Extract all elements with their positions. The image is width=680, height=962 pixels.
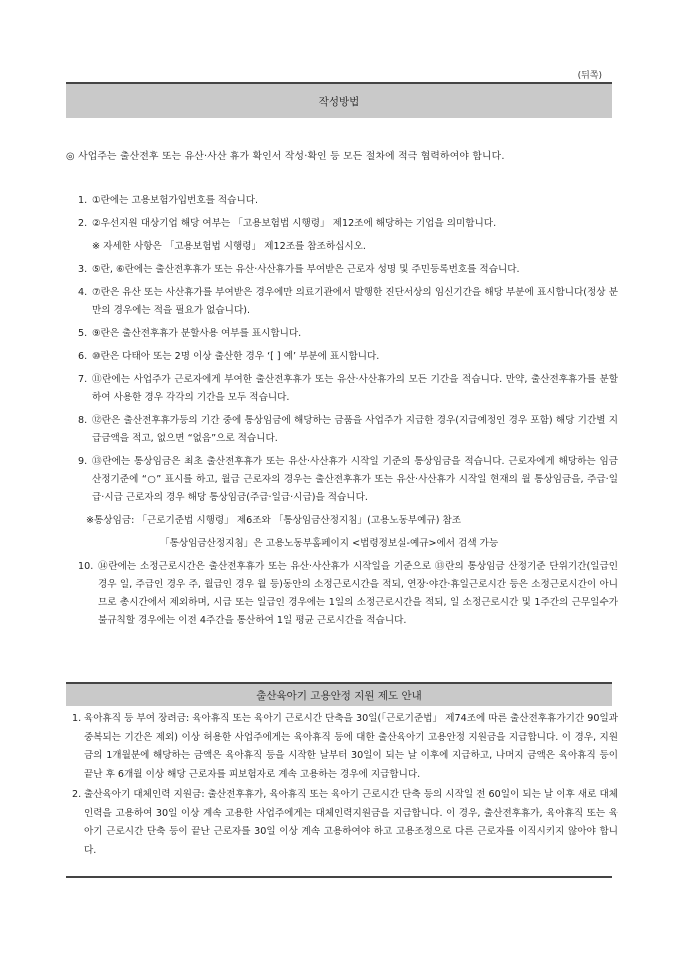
list-item xyxy=(78,261,618,279)
note-text: ※통상임금: 「근로기준법 시행령」 제6조와 「통상임금산정지침」(고용노동부예규) 참조 xyxy=(86,515,462,526)
item-text: ⑪란에는 사업주가 근로자에게 부여한 출산전후휴가 또는 유산·사산휴가의 모든 기간을 적습니다. 만약, 출산전후휴가를 분할하여 사용한 경우 각각의 기간을 모두 적습니다. xyxy=(92,374,618,403)
support-title: 출산육아기 고용안정 지원 제도 안내 xyxy=(256,689,422,702)
item-text: ⑭란에는 소정근로시간은 출산전후휴가 또는 유산·사산휴가 시작일을 기준으로 ⑬란의 통상임금 산정기준 단위기간(일급인 경우 일, 주급인 경우 주, 월급인 경우 월 등)동안의 소정근로시간을 적되, 연장·야간·휴일근로시간 등은 소정근로시간이 아니므로 총시간에서 제외하며, 시급 또는 일급인 경우에는 1일의 소정근로시간을 적되, 일 소정근로시간 및 1주간의 근무일수가 불규칙할 경우에는 이전 4주간을 통산하여 1일 평균 근로시간을 적습니다. xyxy=(98,561,618,626)
list-item xyxy=(72,710,618,784)
note-text: ※ 자세한 사항은 「고용보험법 시행령」 제12조를 참조하십시오. xyxy=(92,241,366,252)
item-text: 출산육아기 대체인력 지원금: 출산전후휴가, 육아휴직 또는 육아기 근로시간 단축 등의 시작일 전 60일이 되는 날 이후 새로 대체인력을 고용하여 30일 이상 계속 고용한 사업주에게는 대체인력지원금을 지급합니다. 이 경우, 출산전후휴가, 육아휴직 또는 육아기 근로시간 단축 등이 끝난 근로자를 30일 이상 계속 고용하여야 하고 고용조정으로 다른 근로자를 이직시키지 않아야 합니다. xyxy=(84,789,618,856)
item-number: 1. xyxy=(78,195,88,206)
list-item xyxy=(78,215,618,233)
item-text: ⑩란은 다태아 또는 2명 이상 출산한 경우 ‘[ ] 예’ 부분에 표시합니다. xyxy=(92,351,380,362)
item-number: 5. xyxy=(78,328,88,339)
list-item xyxy=(78,453,618,507)
bottom-rule xyxy=(66,876,612,878)
page-side-label: (뒤쪽) xyxy=(577,71,602,81)
item-text: 육아휴직 등 부여 장려금: 육아휴직 또는 육아기 근로시간 단축을 30일(「근로기준법」 제74조에 따른 출산전후휴가기간 90일과 중복되는 기간은 제외) 이상 허용한 사업주에게는 육아휴직 등에 대한 출산육아기 고용안정 지원금을 지급합니다. 이 경우, 지원금의 1개월분에 해당하는 금액은 육아휴직 등을 시작한 날부터 30일이 되는 날 이후에 지급하고, 나머지 금액은 육아휴직 등이 끝난 후 6개월 이상 해당 근로자를 피보험자로 계속 고용하는 경우에 지급합니다. xyxy=(84,713,618,780)
item-number: 4. xyxy=(78,287,88,298)
guide-header xyxy=(66,84,612,118)
item-number: 8. xyxy=(78,415,88,426)
item-number: 9. xyxy=(78,456,88,467)
item-text: ⑨란은 출산전후휴가 분할사용 여부를 표시합니다. xyxy=(92,328,302,339)
list-item xyxy=(78,348,618,366)
list-item xyxy=(78,371,618,407)
item-text: ⑤란, ⑥란에는 출산전후휴가 또는 유산·사산휴가를 부여받은 근로자 성명 및 주민등록번호를 적습니다. xyxy=(92,264,520,275)
list-item xyxy=(78,284,618,320)
list-item xyxy=(78,325,618,343)
note-text: 「통상임금산정지침」은 고용노동부홈페이지 <법령정보실-예규>에서 검색 가능 xyxy=(160,538,499,549)
item-number: 6. xyxy=(78,351,88,362)
item-number: 2. xyxy=(72,789,82,800)
item-text: ⑦란은 유산 또는 사산휴가를 부여받은 경우에만 의료기관에서 발행한 진단서상의 임신기간을 해당 부분에 표시합니다(정상 분만의 경우에는 적을 필요가 없습니다). xyxy=(92,287,618,316)
list-item xyxy=(78,192,618,210)
item-text: ⑬란에는 통상임금은 최초 출산전후휴가 또는 유산·사산휴가 시작일 기준의 통상임금을 적습니다. 근로자에게 해당하는 임금 산정기준에 “○” 표시를 하고, 월급 근로자의 경우는 출산전후휴가 또는 유산·사산휴가 시작일 현재의 월 통상임금을, 주급·일급·시급 근로자의 경우 해당 통상임금(주급·일급·시급)을 적습니다. xyxy=(92,456,618,503)
instruction-list xyxy=(78,192,618,635)
support-list xyxy=(72,710,618,862)
item-text: ⑫란은 출산전후휴가등의 기간 중에 통상임금에 해당하는 금품을 사업주가 지급한 경우(지급예정인 경우 포함) 해당 기간별 지급금액을 적고, 없으면 “없음”으로 적습니다. xyxy=(92,415,618,444)
list-item xyxy=(78,558,618,630)
guide-title: 작성방법 xyxy=(318,95,360,108)
support-header xyxy=(66,684,612,706)
list-item xyxy=(78,412,618,448)
item-number: 3. xyxy=(78,264,88,275)
item-text: ②우선지원 대상기업 해당 여부는 「고용보험법 시행령」 제12조에 해당하는 기업을 의미합니다. xyxy=(92,218,497,229)
item-text: ①란에는 고용보험가입번호를 적습니다. xyxy=(92,195,259,206)
item-number: 2. xyxy=(78,218,88,229)
item-number: 10. xyxy=(78,561,94,572)
notice-text: ◎ 사업주는 출산전후 또는 유산·사산 휴가 확인서 작성·확인 등 모든 절차에 적극 협력하여야 합니다. xyxy=(66,151,505,162)
item-number: 7. xyxy=(78,374,88,385)
list-item xyxy=(72,786,618,860)
item-number: 1. xyxy=(72,713,82,724)
